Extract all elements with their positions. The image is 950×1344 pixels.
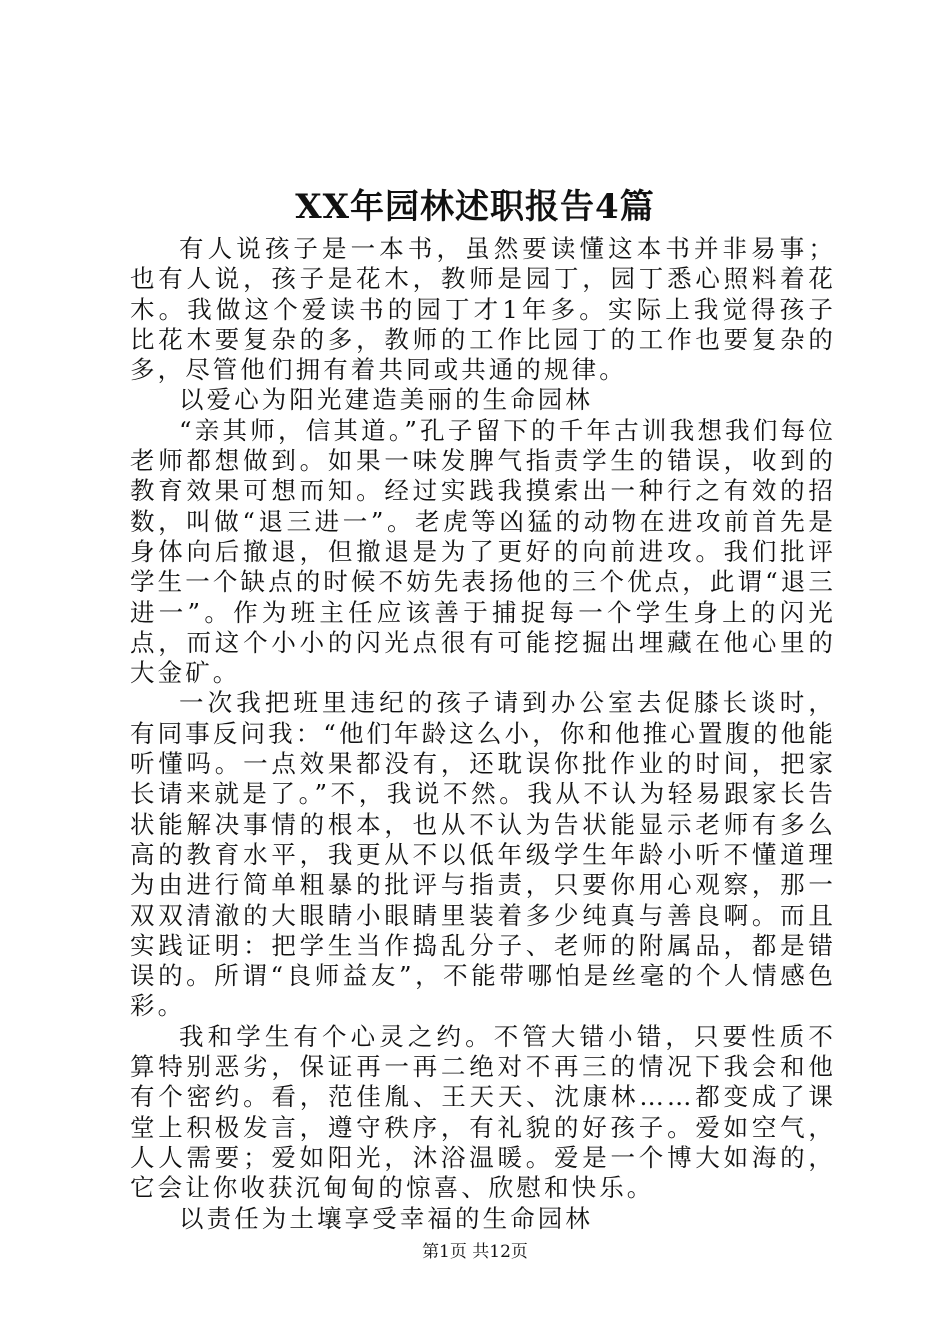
paragraph-heart-promise: 我和学生有个心灵之约。不管大错小错，只要性质不算特别恶劣，保证再一再二绝对不再三的情况下我会和他有个密约。看，范佳胤、王天天、沈康林……都变成了课堂上积极发言，遵守秩序，有礼貌的好孩子。爱如空气，人人需要；爱如阳光，沐浴温暖。爱是一个博大如海的，它会让你收获沉甸甸的惊喜、欣慰和快乐。 (130, 1021, 836, 1203)
section-heading-responsibility: 以责任为土壤享受幸福的生命园林 (179, 1203, 593, 1233)
page-number-footer: 第1页 共12页 (422, 1242, 528, 1262)
paragraph-retreat-advance: “亲其师，信其道。”孔子留下的千年古训我想我们每位老师都想做到。如果一味发脾气指责学生的错误，收到的教育效果可想而知。经过实践我摸索出一种行之有效的招数，叫做“退三进一”。老虎等凶猛的动物在进攻前首先是身体向后撤退，但撤退是为了更好的向前进攻。我们批评学生一个缺点的时候不妨先表扬他的三个优点，此谓“退三进一”。作为班主任应该善于捕捉每一个学生身上的闪光点，而这个小小的闪光点很有可能挖掘出埋藏在他心里的大金矿。 (130, 415, 836, 688)
document-title: XX年园林述职报告4篇 (295, 187, 655, 227)
document-body (130, 234, 836, 1234)
paragraph-intro: 有人说孩子是一本书，虽然要读懂这本书并非易事；也有人说，孩子是花木，教师是园丁，园丁悉心照料着花木。我做这个爱读书的园丁才1年多。实际上我觉得孩子比花木要复杂的多，教师的工作比园丁的工作也要复杂的多，尽管他们拥有着共同或共通的规律。 (130, 234, 836, 385)
paragraph-office-talk: 一次我把班里违纪的孩子请到办公室去促膝长谈时，有同事反问我：“他们年龄这么小，你和他推心置腹的他能听懂吗。一点效果都没有，还耽误你批作业的时间，把家长请来就是了。”不，我说不然。我从不认为轻易跟家长告状能解决事情的根本，也从不认为告状能显示老师有多么高的教育水平，我更从不以低年级学生年龄小听不懂道理为由进行简单粗暴的批评与指责，只要你用心观察，那一双双清澈的大眼睛小眼睛里装着多少纯真与善良啊。而且实践证明：把学生当作捣乱分子、老师的附属品，都是错误的。所谓“良师益友”，不能带哪怕是丝毫的个人情感色彩。 (130, 688, 836, 1021)
section-heading-love: 以爱心为阳光建造美丽的生命园林 (179, 385, 593, 415)
